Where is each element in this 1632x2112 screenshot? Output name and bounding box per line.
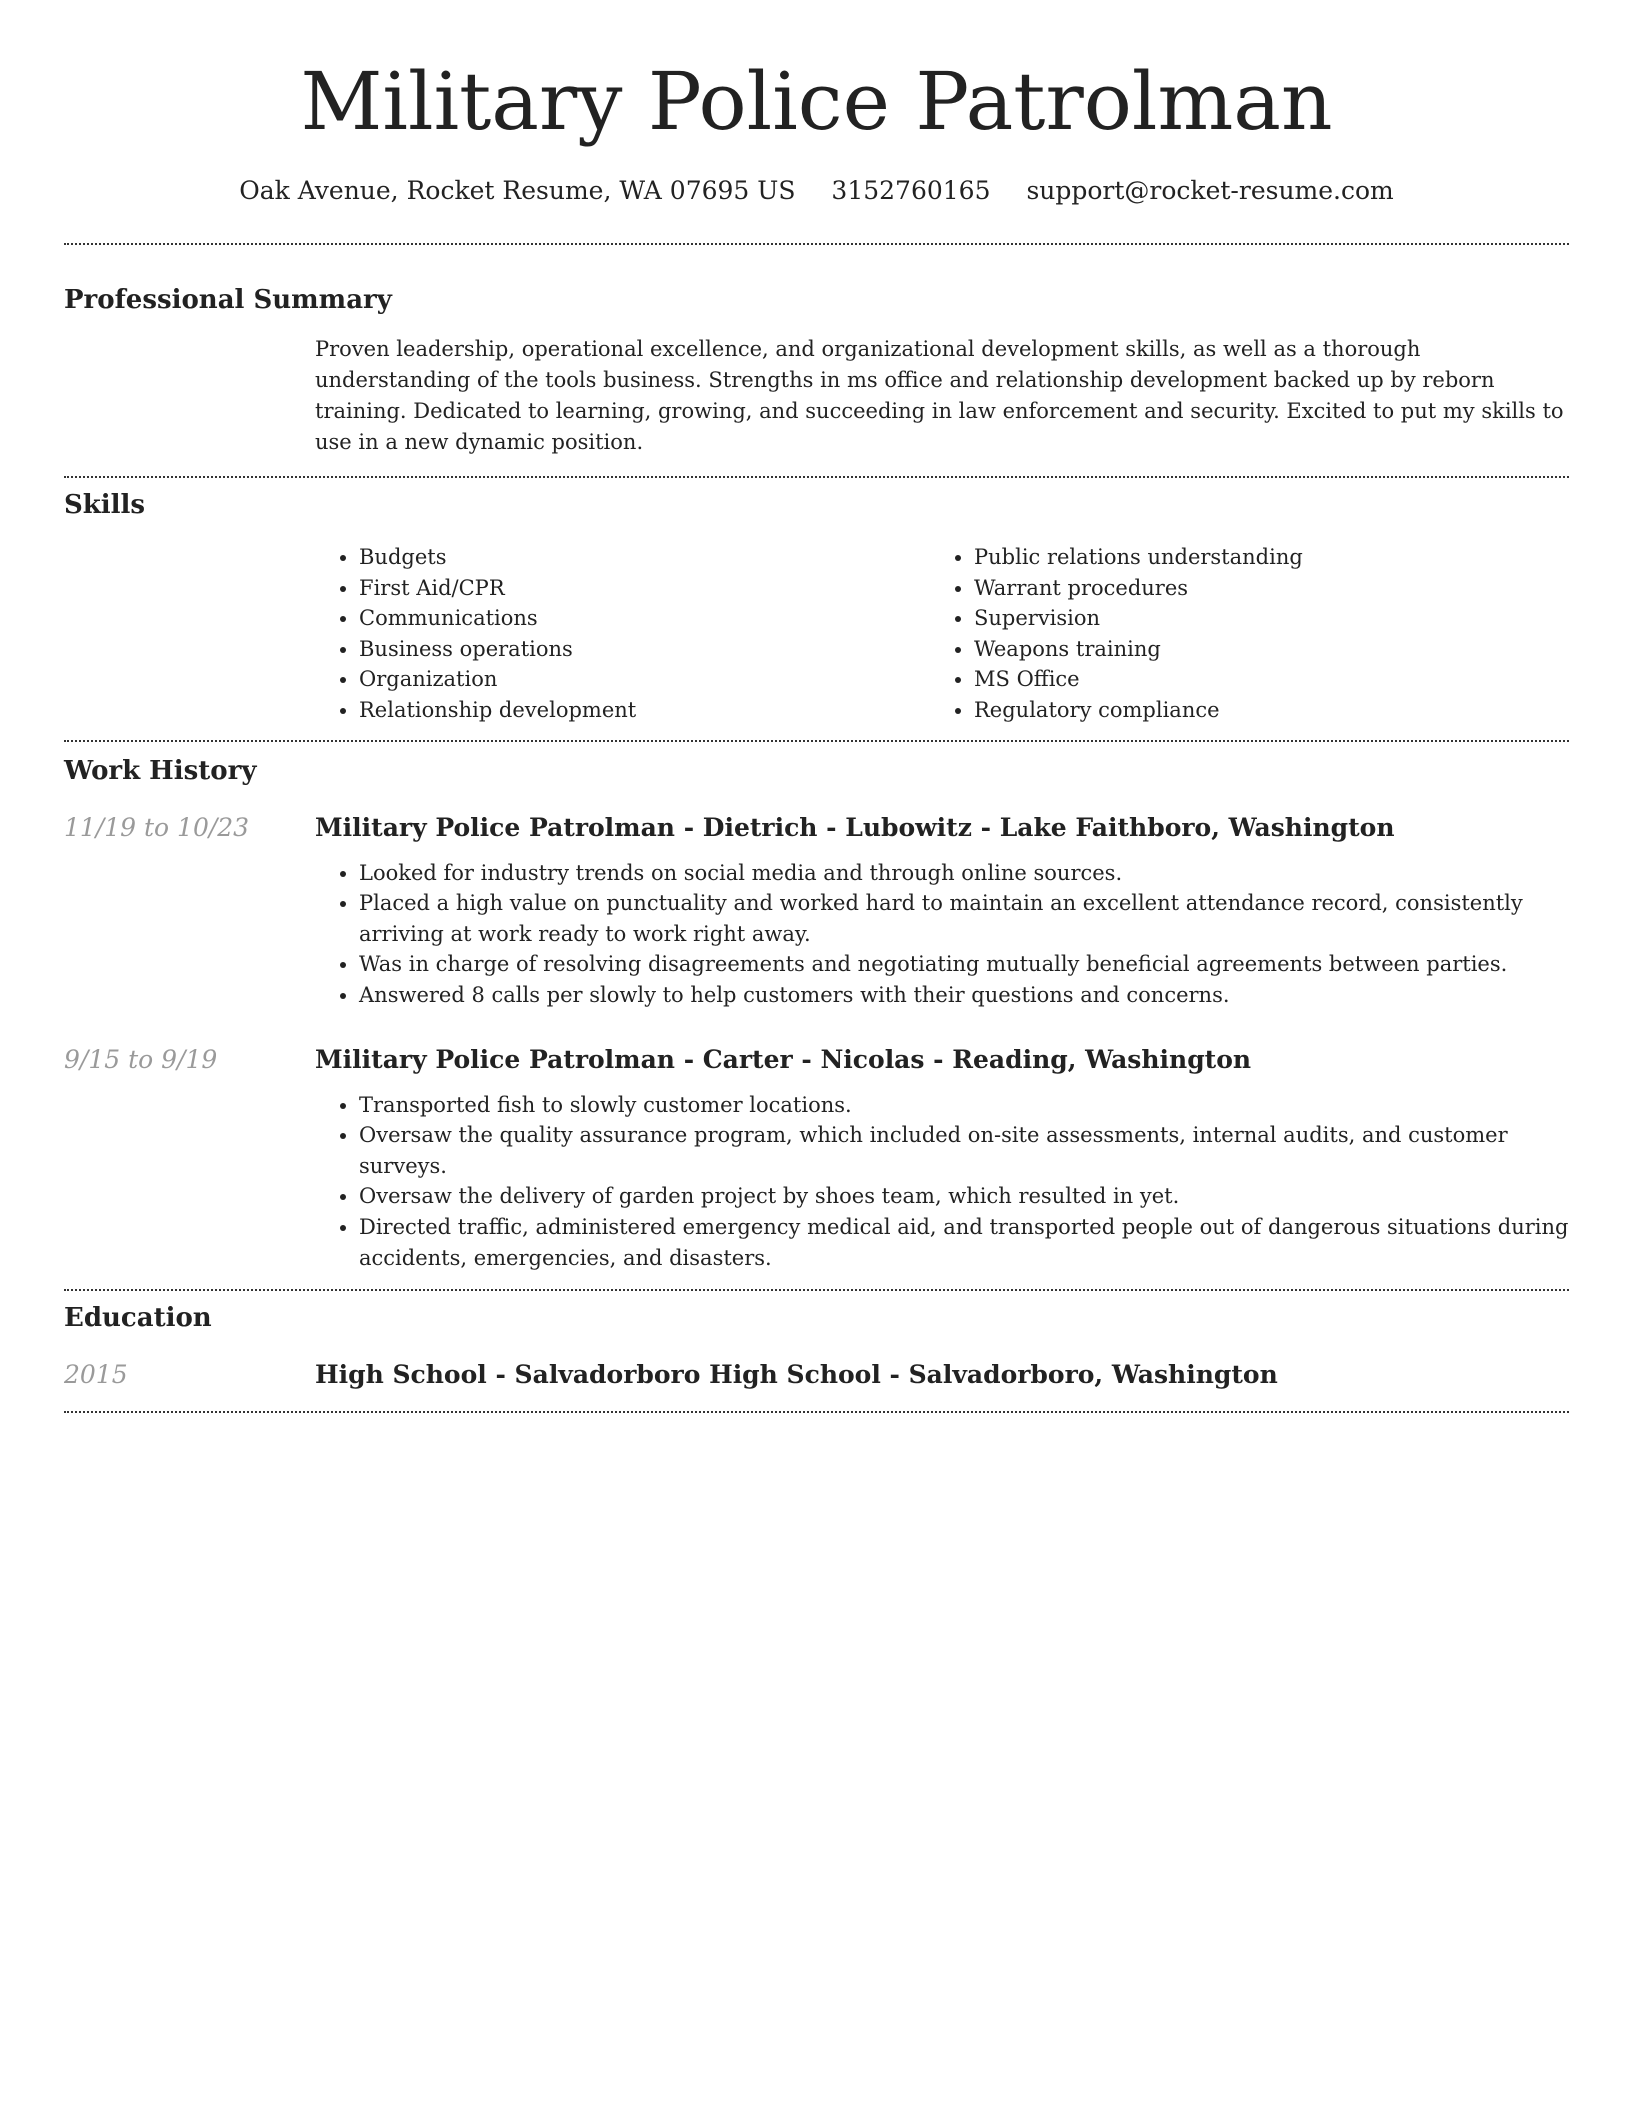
work-section (64, 742, 1569, 1274)
skill-item: • Regulatory compliance (974, 695, 1545, 726)
section-title-work: Work History (64, 755, 257, 786)
job-bullet: • Looked for industry trends on social media and through online sources. (359, 858, 1569, 889)
summary-section (64, 245, 1569, 458)
education-entry (64, 1357, 1569, 1393)
skills-section (64, 478, 1569, 726)
skill-item: • Business operations (359, 634, 930, 665)
section-title-education: Education (64, 1303, 212, 1334)
education-heading: High School - Salvadorboro High School - Salvadorboro, Washington (315, 1360, 1278, 1390)
resume-page (64, 0, 1569, 1413)
section-title-skills: Skills (64, 490, 146, 520)
skill-item: • Warrant procedures (974, 573, 1545, 604)
skills-column-left (315, 542, 930, 726)
skills-column-right (930, 542, 1545, 726)
education-year: 2015 (64, 1360, 128, 1390)
contact-address: Oak Avenue, Rocket Resume, WA 07695 US (239, 176, 796, 205)
skill-item: • Organization (359, 664, 930, 695)
section-title-summary: Professional Summary (64, 285, 392, 315)
job-bullet: • Oversaw the quality assurance program, which included on-site assessments, internal audits, and customer surveys. (359, 1120, 1569, 1181)
skill-item: • Public relations understanding (974, 542, 1545, 573)
divider (64, 1411, 1569, 1413)
contact-email: support@rocket-resume.com (1026, 176, 1394, 205)
summary-text: Proven leadership, operational excellence, and organizational development skills, as well as a thorough understanding of the tools business. Strengths in ms office and relationship development backed up by reborn training. Dedicated to learning, growing, and succeeding in law enforcement and security. Excited to put my skills to use in a new dynamic position. (315, 337, 1564, 454)
skill-item: • Communications (359, 603, 930, 634)
job-bullet: • Answered 8 calls per slowly to help customers with their questions and concerns. (359, 980, 1569, 1011)
job-heading: Military Police Patrolman - Carter - Nicolas - Reading, Washington (315, 1044, 1252, 1074)
job-bullet: • Transported fish to slowly customer locations. (359, 1090, 1569, 1121)
job-dates: 11/19 to 10/23 (64, 812, 250, 842)
skill-item: • Budgets (359, 542, 930, 573)
skill-item: • MS Office (974, 664, 1545, 695)
job-heading: Military Police Patrolman - Dietrich - Lubowitz - Lake Faithboro, Washington (315, 812, 1395, 842)
job-entry (64, 1042, 1569, 1274)
job-bullet: • Was in charge of resolving disagreements and negotiating mutually beneficial agreements between parties. (359, 949, 1569, 980)
job-entry (64, 810, 1569, 1011)
job-bullet: • Placed a high value on punctuality and worked hard to maintain an excellent attendance record, consistently arriving at work ready to work right away. (359, 888, 1569, 949)
contact-phone: 3152760165 (831, 176, 991, 205)
skill-item: • Supervision (974, 603, 1545, 634)
resume-name: Military Police Patrolman (300, 55, 1333, 148)
skill-item: • First Aid/CPR (359, 573, 930, 604)
skill-item: • Relationship development (359, 695, 930, 726)
job-dates: 9/15 to 9/19 (64, 1044, 218, 1074)
job-bullet: • Directed traffic, administered emergency medical aid, and transported people out of dangerous situations during accidents, emergencies, and disasters. (359, 1212, 1569, 1273)
education-section (64, 1291, 1569, 1393)
job-bullet: • Oversaw the delivery of garden project by shoes team, which resulted in yet. (359, 1181, 1569, 1212)
skill-item: • Weapons training (974, 634, 1545, 665)
contact-line (64, 172, 1569, 210)
